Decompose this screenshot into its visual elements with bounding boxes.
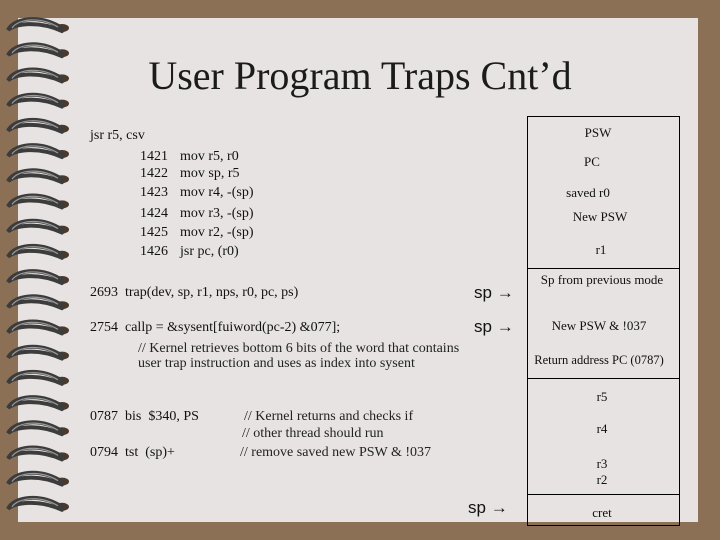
sp-pointer: [468, 498, 508, 518]
sp-pointer: [474, 283, 514, 303]
callp-comment: // Kernel retrieves bottom 6 bits of the word that contains user trap instruction and uses as index into sysent: [138, 341, 460, 371]
stack-entry: saved r0: [566, 185, 610, 200]
arrow-right-icon: →: [496, 283, 514, 302]
code-line-callp: 2754 callp = &sysent[fuiword(pc-2) &077];: [90, 320, 341, 335]
stack-divider: [527, 378, 679, 379]
arrow-right-icon: →: [496, 317, 514, 336]
stack-entry: r4: [596, 421, 608, 436]
bis-comment: // Kernel returns and checks if: [244, 409, 414, 424]
bis-comment-2: // other thread should run: [242, 426, 384, 441]
stack-entry: r1: [595, 242, 607, 257]
stack-divider: [527, 268, 679, 269]
listing-num: 1426: [140, 244, 168, 259]
tst-comment: // remove saved new PSW & !037: [240, 445, 432, 460]
sp-label: sp: [468, 498, 486, 517]
listing-num: 1422: [140, 166, 168, 181]
stack-entry: New PSW: [572, 209, 628, 224]
stack-divider: [527, 494, 679, 495]
stack-entry: r3: [596, 456, 608, 471]
listing-text: mov r2, -(sp): [180, 225, 254, 240]
listing-num: 1421: [140, 149, 168, 164]
code-line-bis: 0787 bis $340, PS: [90, 409, 199, 424]
listing-text: mov r5, r0: [180, 149, 239, 164]
listing-text: mov sp, r5: [180, 166, 240, 181]
listing-text: jsr pc, (r0): [180, 244, 239, 259]
stack-entry: Sp from previous mode: [540, 272, 664, 287]
listing-text: mov r3, -(sp): [180, 206, 254, 221]
listing-num: 1423: [140, 185, 168, 200]
slide-title: User Program Traps Cnt’d: [148, 53, 572, 98]
stack-entry: PC: [584, 154, 600, 169]
code-line-tst: 0794 tst (sp)+: [90, 445, 175, 460]
arrow-right-icon: →: [490, 498, 508, 517]
listing-num: 1425: [140, 225, 168, 240]
code-line-trap: 2693 trap(dev, sp, r1, nps, r0, pc, ps): [90, 285, 299, 300]
stack-entry: Return address PC (0787): [534, 353, 664, 367]
sp-label: sp: [474, 283, 492, 302]
stack-entry: r5: [596, 389, 608, 404]
sp-pointer: [474, 317, 514, 337]
stack-entry: PSW: [584, 125, 612, 140]
code-line-jsr: jsr r5, csv: [90, 128, 145, 143]
listing-num: 1424: [140, 206, 168, 221]
sp-label: sp: [474, 317, 492, 336]
stack-entry: New PSW & !037: [551, 318, 647, 333]
listing-text: mov r4, -(sp): [180, 185, 254, 200]
stack-entry: cret: [592, 505, 612, 520]
stack-entry: r2: [596, 472, 608, 487]
